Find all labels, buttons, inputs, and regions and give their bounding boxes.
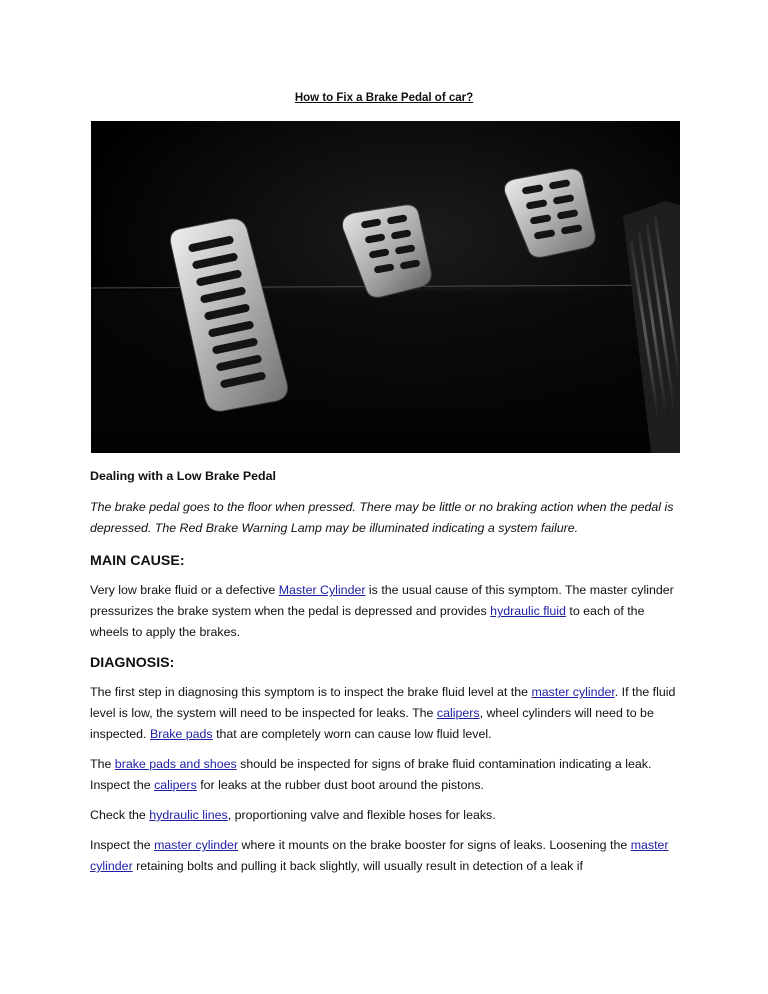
diagnosis-paragraph-4: Inspect the master cylinder where it mounts on the brake booster for signs of leaks. Loosening the master cylinder retaining bolts and pulling it back slightly, will usually result in detection of a leak if [90,838,669,873]
master-cylinder-link[interactable]: master cylinder [531,685,615,699]
main-cause-heading: MAIN CAUSE: [90,553,185,569]
diagnosis-heading: DIAGNOSIS: [90,655,175,671]
hydraulic-fluid-link[interactable]: hydraulic fluid [490,604,566,618]
section-heading-low-pedal: Dealing with a Low Brake Pedal [90,469,276,483]
brake-pedals-photo [91,121,680,453]
document-title: How to Fix a Brake Pedal of car? [294,92,474,104]
master-cylinder-link[interactable]: Master Cylinder [278,583,366,597]
main-cause-paragraph: Very low brake fluid or a defective Master Cylinder is the usual cause of this symptom. The master cylinder pressurizes the brake system when the pedal is depressed and provides hydraulic fluid to each of the wheels to apply the brakes. [90,583,674,639]
brake-pads-link[interactable]: Brake pads [149,727,213,741]
master-cylinder-link[interactable]: master cylinder [154,838,239,852]
intro-paragraph: The brake pedal goes to the floor when pressed. There may be little or no braking action when the pedal is depressed. The Red Brake Warning Lamp may be illuminated indicating a system failure. [90,500,674,535]
diagnosis-paragraph-2: The brake pads and shoes should be inspected for signs of brake fluid contamination indicating a leak. Inspect the calipers for leaks at the rubber dust boot around the pistons. [90,757,652,792]
hydraulic-lines-link[interactable]: hydraulic lines [149,808,228,822]
diagnosis-paragraph-3: Check the hydraulic lines, proportioning valve and flexible hoses for leaks. [90,808,496,822]
diagnosis-paragraph-1: The first step in diagnosing this symptom is to inspect the brake fluid level at the master cylinder. If the fluid level is low, the system will need to be inspected for leaks. The calipers, wheel cylinders will need to be inspected. Brake pads that are completely worn can cause low fluid level. [90,685,676,741]
article-body [90,466,678,877]
master-cylinder-link[interactable]: master cylinder [90,838,669,873]
calipers-link[interactable]: calipers [436,706,480,720]
brake-pads-and-shoes-link[interactable]: brake pads and shoes [114,757,237,771]
calipers-link[interactable]: calipers [154,778,197,792]
brake-pedals-illustration [91,121,680,453]
